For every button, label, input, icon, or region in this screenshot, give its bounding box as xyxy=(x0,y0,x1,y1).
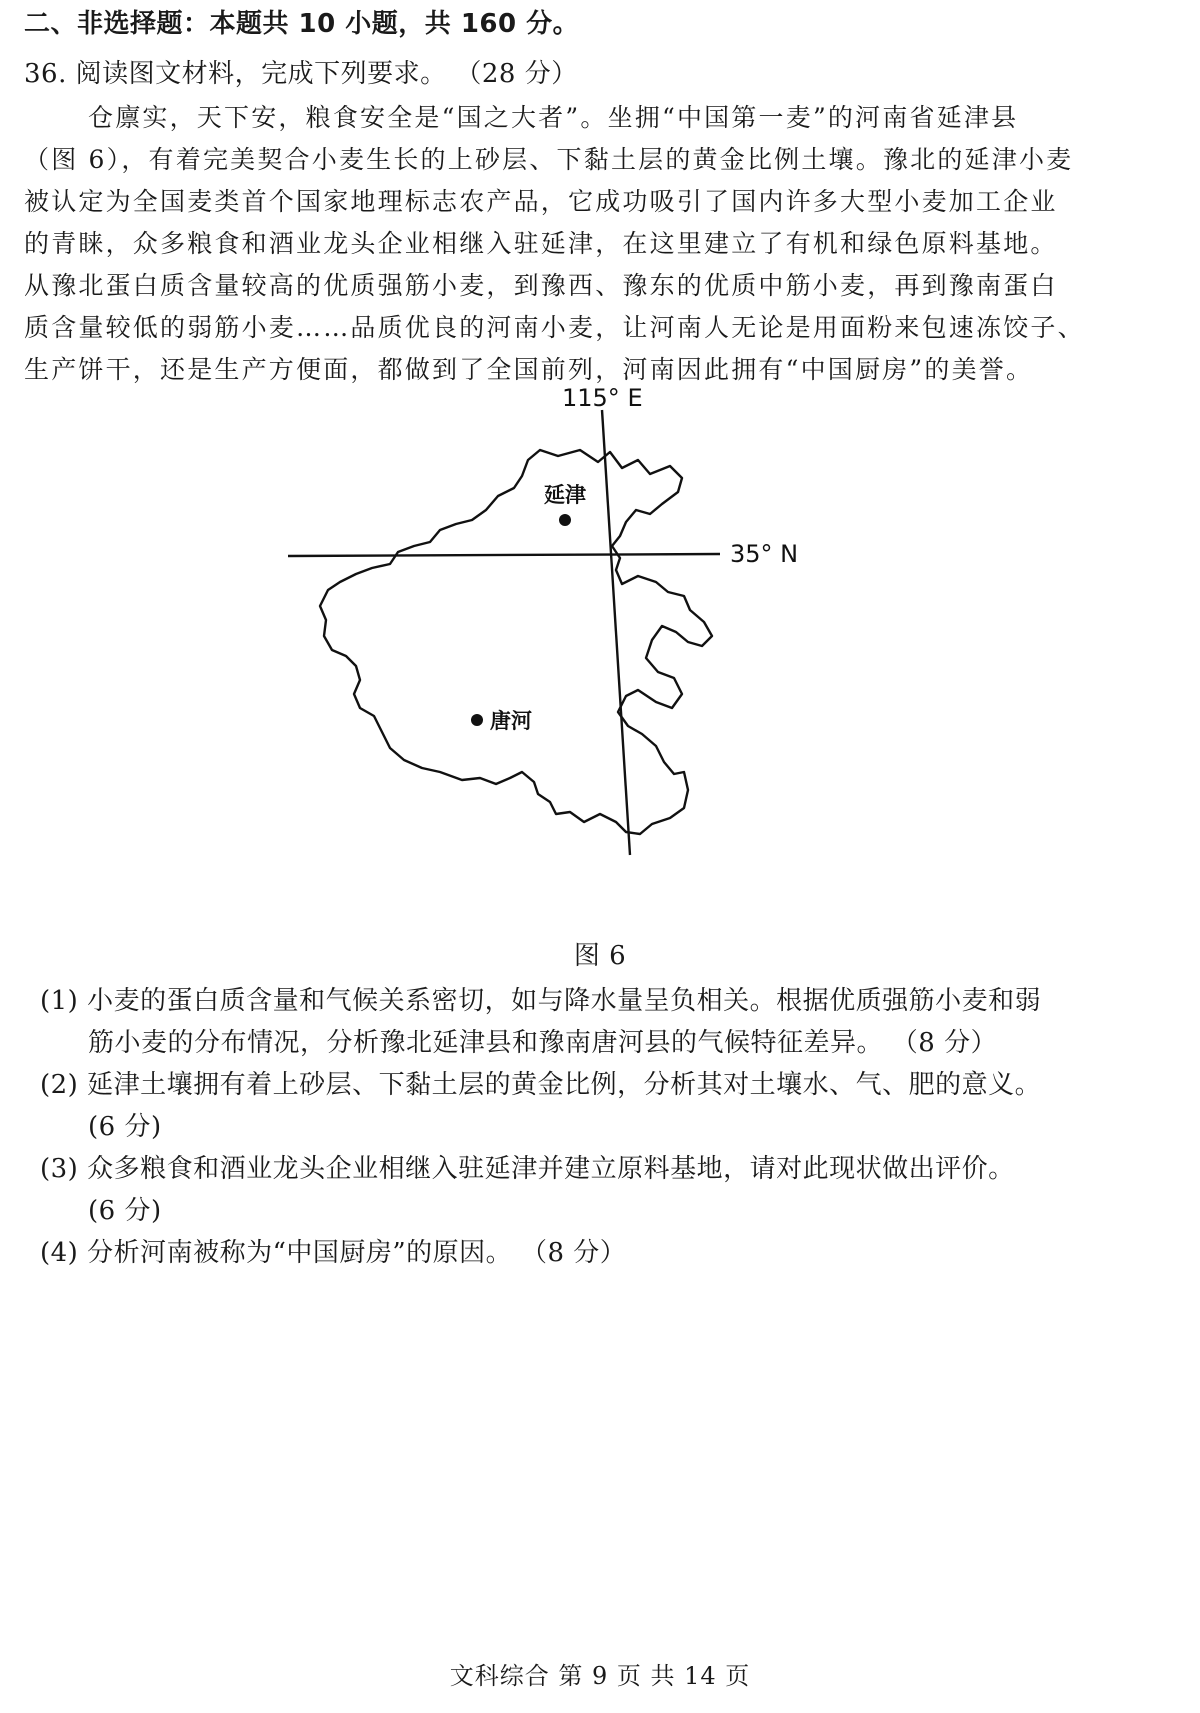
city-marker-yanjin xyxy=(559,514,571,526)
henan-map xyxy=(300,384,840,935)
page-footer: 文科综合 第 9 页 共 14 页 xyxy=(449,1662,751,1690)
city-label-yanjin: 延津 xyxy=(544,483,586,507)
question-title: 36. 阅读图文材料，完成下列要求。 （28 分） xyxy=(24,59,578,89)
paragraph-line: 被认定为全国麦类首个国家地理标志农产品，它成功吸引了国内许多大型小麦加工企业 xyxy=(24,187,1058,216)
paragraph-line: 的青睐，众多粮食和酒业龙头企业相继入驻延津，在这里建立了有机和绿色原料基地。 xyxy=(24,229,1058,258)
latitude-label: 35° N xyxy=(730,540,799,568)
paragraph-line: 质含量较低的弱筋小麦……品质优良的河南小麦，让河南人无论是用面粉来包速冻饺子、 xyxy=(24,313,1085,342)
paragraph-line: 从豫北蛋白质含量较高的优质强筋小麦，到豫西、豫东的优质中筋小麦，再到豫南蛋白 xyxy=(24,271,1058,300)
sub-question: (2) 延津土壤拥有着上砂层、下黏土层的黄金比例，分析其对土壤水、气、肥的意义。 xyxy=(40,1070,1042,1100)
city-label-tanghe: 唐河 xyxy=(490,709,532,733)
sub-question: (3) 众多粮食和酒业龙头企业相继入驻延津并建立原料基地，请对此现状做出评价。 xyxy=(40,1154,1015,1184)
province-outline xyxy=(320,450,712,834)
longitude-label: 115° E xyxy=(562,384,643,412)
section-heading: 二、非选择题：本题共 10 小题，共 160 分。 xyxy=(24,9,580,39)
sub-question-continued: 筋小麦的分布情况，分析豫北延津县和豫南唐河县的气候特征差异。 （8 分） xyxy=(88,1028,998,1058)
sub-question-score: (6 分) xyxy=(88,1112,162,1142)
figure-caption: 图 6 xyxy=(573,941,627,971)
paragraph-line: 仓廪实，天下安，粮食安全是“国之大者”。坐拥“中国第一麦”的河南省延津县 xyxy=(88,103,1019,132)
sub-question-score: (6 分) xyxy=(88,1196,162,1226)
meridian-line xyxy=(602,410,630,855)
parallel-line xyxy=(288,554,720,556)
city-marker-tanghe xyxy=(471,714,483,726)
sub-question: (4) 分析河南被称为“中国厨房”的原因。 （8 分） xyxy=(40,1238,627,1268)
paragraph-line: 生产饼干，还是生产方便面，都做到了全国前列，河南因此拥有“中国厨房”的美誉。 xyxy=(24,355,1034,384)
paragraph-line: （图 6），有着完美契合小麦生长的上砂层、下黏土层的黄金比例土壤。豫北的延津小麦 xyxy=(24,145,1074,174)
sub-question: (1) 小麦的蛋白质含量和气候关系密切，如与降水量呈负相关。根据优质强筋小麦和弱 xyxy=(40,986,1042,1016)
